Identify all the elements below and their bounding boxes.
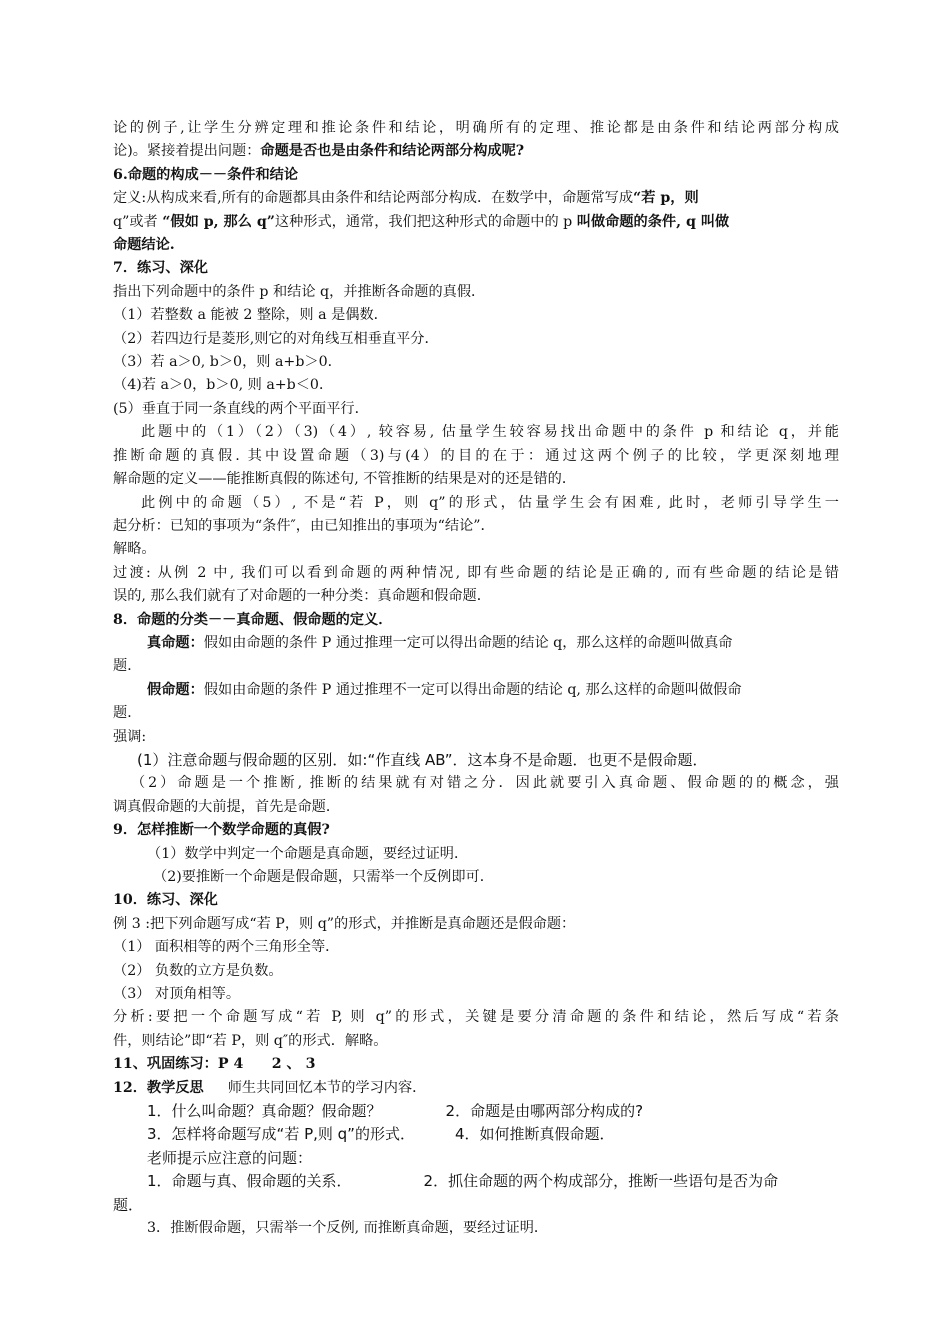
text-line: 命题结论. [113, 237, 175, 254]
list-item: （2） 负数的立方是负数。 [113, 962, 283, 979]
list-item: (1）注意命题与假命题的区别．如:“作直线 AB”．这本身不是命题．也更不是假命题． [137, 750, 708, 769]
list-item: （3） 对顶角相等。 [113, 986, 241, 1003]
text-line: 12．教学反思 师生共同回忆本节的学习内容． [113, 1079, 427, 1096]
text-line: 指出下列命题中的条件 p 和结论 q，并推断各命题的真假． [113, 283, 486, 300]
text-line: 真命题：假如由命题的条件 P 通过推理一定可以得出命题的结论 q，那么这样的命题叫做真命 [147, 634, 733, 651]
text-line: q”或者 “假如 p, 那么 q”这种形式，通常，我们把这种形式的命题中的 p 叫做命题的条件, q 叫做 [113, 213, 730, 230]
term-label: 假命题： [147, 681, 204, 698]
emphasis: 叫做命题的条件, q 叫做 [576, 213, 730, 230]
text-line: 强调: [113, 728, 147, 745]
text-line: 解略。 [113, 541, 156, 558]
text-line: 定义:从构成来看,所有的命题都具由条件和结论两部分构成．在数学中，命题常写成“若 p，则 [113, 190, 699, 207]
text-line: 题． [113, 658, 142, 675]
section-heading: 12．教学反思 [113, 1079, 204, 1096]
text-line: 假命题：假如由命题的条件 P 通过推理不一定可以得出命题的结论 q, 那么这样的命题叫做假命 [147, 681, 742, 698]
list-item: （2）命题是一个推断, 推断的结果就有对错之分．因此就要引入真命题、假命题的的概念，强 [131, 775, 839, 792]
text-line: 误的, 那么我们就有了对命题的一种分类：真命题和假命题． [113, 588, 491, 605]
list-item: 1．命题与真、假命题的关系． 2．抓住命题的两个构成部分，推断一些语句是否为命 [147, 1172, 779, 1191]
text-line: 题． [113, 1195, 144, 1214]
list-item: （1）若整数 a 能被 2 整除，则 a 是偶数． [113, 307, 388, 324]
text-line: 论)。紧接着提出问题：命题是否也是由条件和结论两部分构成呢? [113, 143, 525, 160]
list-item: （1） 面积相等的两个三角形全等． [113, 939, 340, 956]
document-page [113, 117, 839, 1241]
text-line: 例 3 :把下列命题写成“若 P，则 q”的形式，并推断是真命题还是假命题： [113, 915, 576, 932]
text-line: 此题中的（1）（2）（3)（4）, 较容易, 估量学生较容易找出命题中的条件 p 和结论 q，并能 [141, 424, 839, 441]
list-item: （2)要推断一个命题是假命题，只需举一个反例即可． [153, 869, 494, 885]
list-item: 3．推断假命题，只需举一个反例, 而推断真命题，要经过证明． [147, 1220, 549, 1237]
text-line: 论的例子,让学生分辨定理和推论条件和结论，明确所有的定理、推论都是由条件和结论两部分构成 [113, 120, 839, 136]
text-line: 此例中的命题（5）, 不是“若 P，则 q”的形式，估量学生会有困难, 此时，老师引导学生一 [141, 494, 839, 511]
text-line: 件，则结论”即“若 P，则 q″的形式．解略。 [113, 1032, 388, 1049]
text-line: 推断命题的真假. 其中设置命题（3)与(4）的目的在于：通过这两个例子的比较，学更深刻地理 [113, 447, 839, 464]
question-emphasis: 命题是否也是由条件和结论两部分构成呢? [260, 143, 525, 160]
text-line: 调真假命题的大前提，首先是命题． [113, 798, 341, 815]
text-line: 过渡: 从例 2 中, 我们可以看到命题的两种情况, 即有些命题的结论是正确的, 而有些命题的结论是错 [113, 564, 839, 581]
list-item: (5）垂直于同一条直线的两个平面平行． [113, 400, 369, 417]
list-item: （4)若 a＞0，b＞0, 则 a+b＜0． [113, 377, 334, 394]
emphasis: “假如 p, 那么 q” [162, 213, 275, 230]
list-item: 3．怎样将命题写成“若 P,则 q”的形式． 4．如何推断真假命题． [147, 1125, 615, 1144]
list-item: （3）若 a＞0, b＞0，则 a+b＞0． [113, 354, 342, 371]
list-item: 1．什么叫命题？真命题？假命题？ 2．命题是由哪两部分构成的? [147, 1102, 644, 1121]
section-heading: 9．怎样推断一个数学命题的真假? [113, 822, 330, 839]
term-label: 真命题： [147, 634, 204, 651]
list-item: （2）若四边行是菱形,则它的对角线互相垂直平分． [113, 330, 439, 347]
text-line: 题． [113, 705, 142, 722]
text-line: 分析:要把一个命题写成“若 P, 则 q”的形式，关键是要分清命题的条件和结论，然后写成“若条 [113, 1009, 839, 1026]
text-line: 老师提示应注意的问题： [147, 1148, 313, 1167]
section-heading: 8．命题的分类－－真命题、假命题的定义． [113, 611, 393, 628]
emphasis: “若 p，则 [633, 190, 699, 207]
section-heading: 6.命题的构成－－条件和结论 [113, 166, 299, 183]
list-item: （1）数学中判定一个命题是真命题，要经过证明． [147, 845, 469, 862]
section-heading: 7．练习、深化 [113, 260, 208, 277]
section-heading: 11、巩固练习：P 4 2 、 3 [113, 1056, 316, 1073]
text-line: 起分析：已知的事项为“条件″，由已知推出的事项为“结论”． [113, 517, 495, 534]
section-heading: 10．练习、深化 [113, 892, 218, 909]
text-line: 解命题的定义——能推断真假的陈述句, 不管推断的结果是对的还是错的． [113, 471, 577, 488]
